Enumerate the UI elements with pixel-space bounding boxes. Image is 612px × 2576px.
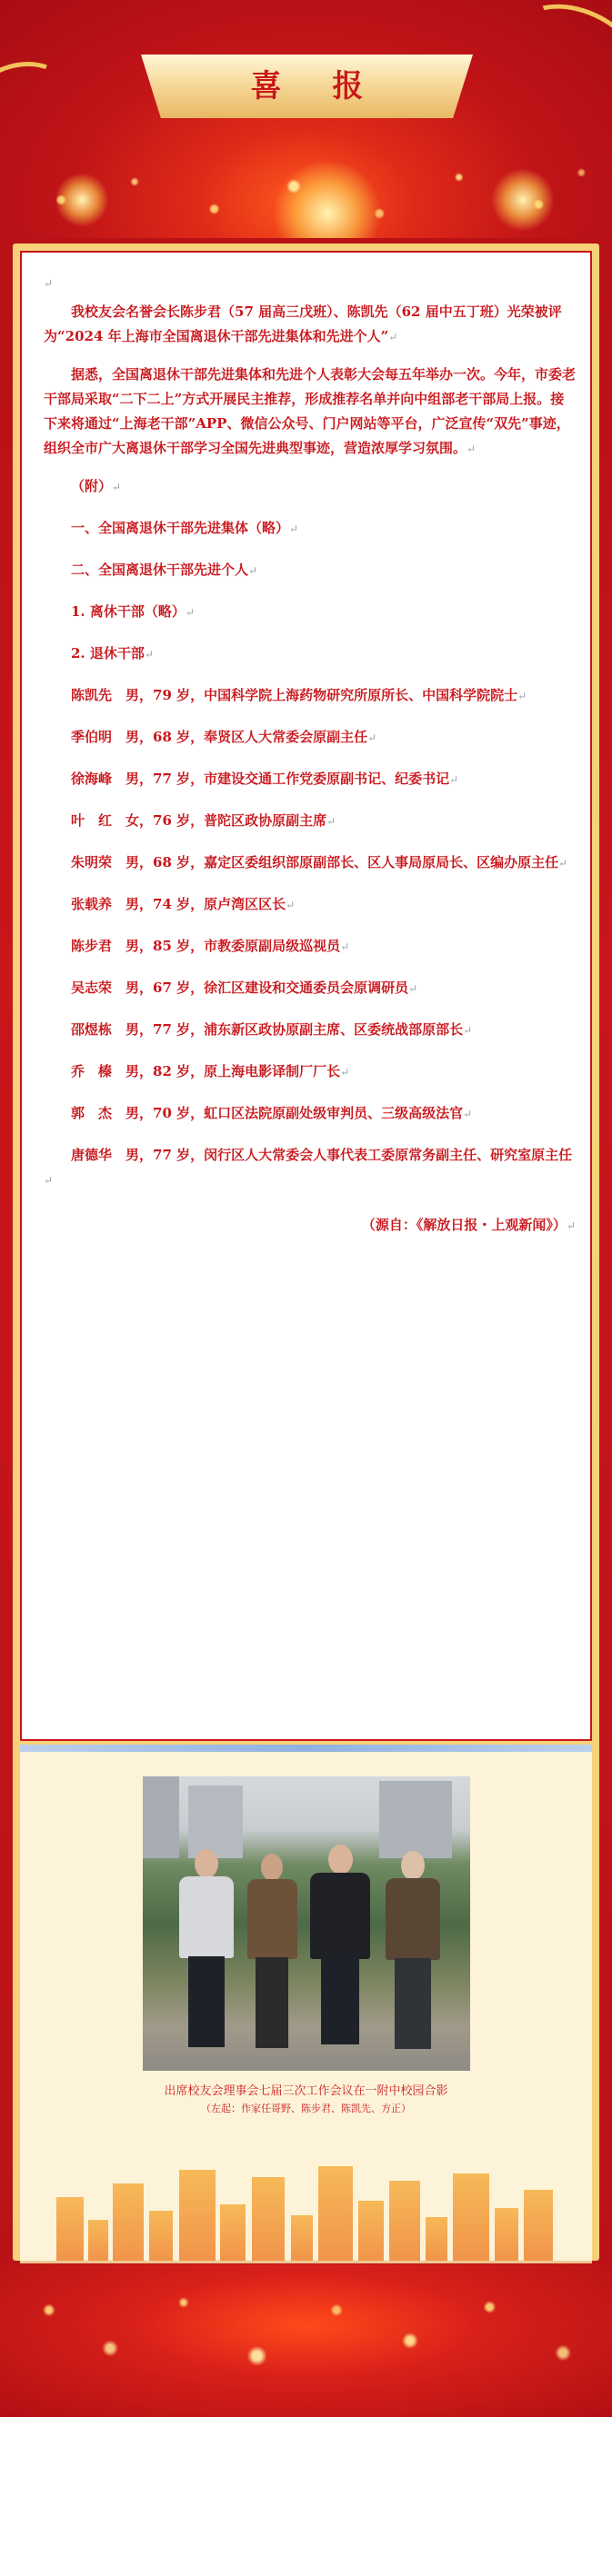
person-figure bbox=[381, 1851, 445, 2058]
footer-banner bbox=[0, 2264, 612, 2417]
header-bokeh bbox=[0, 145, 612, 236]
list-item: 陈凯先 男，79 岁，中国科学院上海药物研究所原所长、中国科学院院士↵ bbox=[71, 687, 527, 703]
list-item: 陈步君 男，85 岁，市教委原副局级巡视员↵ bbox=[71, 938, 350, 954]
page-title: 喜 报 bbox=[250, 68, 384, 104]
header-banner bbox=[0, 0, 612, 238]
city-skyline-decoration bbox=[20, 2163, 592, 2261]
list-item: 乔 榛 男，82 岁，原上海电影译制厂厂长↵ bbox=[71, 1063, 350, 1079]
list-item: 唐德华 男，77 岁，闵行区人大常委会人事代表工委原常务副主任、研究室原主任↵ bbox=[44, 1147, 573, 1187]
footer-bokeh bbox=[0, 2264, 612, 2417]
subsection-retired-cadre: 1. 离休干部（略）↵ bbox=[71, 603, 195, 620]
subsection-retiree-cadre: 2. 退休干部↵ bbox=[71, 645, 154, 661]
person-figure bbox=[306, 1845, 375, 2058]
list-item: 郭 杰 男，70 岁，虹口区法院原副处级审判员、三级高级法官↵ bbox=[71, 1105, 473, 1121]
list-item: 张载养 男，74 岁，原卢湾区区长↵ bbox=[71, 896, 296, 912]
article-body: ↵ 我校友会名誉会长陈步君（57 届高三戊班）、陈凯先（62 届中五丁班）光荣被评为“2024 年上海市全国离退休干部先进集体和先进个人”↵ 据悉，全国离退休干部先进集体和先进个人表彰大会每五年举办一次。今年，市委老干部局采取“二下二上”方式开展民主推荐，形成推荐名单并向中组部老干部局上报。接下来将通过“上海老干部”APP、微信公众号、门户网站等平台，广泛宣传“双先”事迹，组织全市广大离退休干部学习全国先进典型事迹，营造浓厚学习氛围。↵ （附）↵ 一、全国离退休干部先进集体（略）↵ 二、全国离退休干部先进个人↵ 1. 离休干部（略）↵ 2. 退休干部↵ 陈凯先 男，79 岁，中国科学院上海药物研究所原所长、中国科学院院士↵ 季伯明 男，68 岁，奉贤区人大常委会原副主任↵ 徐海峰 男，77 岁，市建设交通工作党委原副书记、纪委书记↵ 叶 红 女，76 岁，普陀区政协原副主席↵ 朱明荣 男，68 岁，嘉定区委组织部原副部长、区人事局原局长、区编办原主任↵ 张载养 男，74 岁，原卢湾区区长↵ 陈步君 男，85 岁，市教委原副局级巡视员↵ 吴志荣 男，67 岁，徐汇区建设和交通委员会原调研员↵ 邵煜栋 男，77 岁，浦东新区政协原副主席、区委统战部原部长↵ 乔 榛 男，82 岁，原上海电影译制厂厂长↵ 郭 杰 男，70 岁，虹口区法院原副处级审判员、三级高级法官↵ 唐德华 男，77 岁，闵行区人大常委会人事代表工委原常务副主任、研究室原主任↵ （源自：《解放日报・上观新闻》）↵ bbox=[44, 271, 576, 1238]
gold-swirl-left bbox=[0, 47, 84, 162]
photo-panel bbox=[20, 1745, 592, 2263]
gold-swirl-right bbox=[497, 0, 612, 124]
appendix-label: （附）↵ bbox=[71, 478, 122, 494]
list-item: 叶 红 女，76 岁，普陀区政协原副主席↵ bbox=[71, 812, 336, 829]
photo-caption-names: （左起：作家任哥野、陈步君、陈凯先、方正） bbox=[201, 2103, 411, 2114]
announcement-card bbox=[20, 251, 592, 1741]
source-credit: （源自：《解放日报・上观新闻》）↵ bbox=[361, 1217, 576, 1233]
person-figure bbox=[243, 1854, 302, 2058]
person-figure bbox=[175, 1849, 238, 2058]
photo-caption: 出席校友会理事会七届三次工作会议在一附中校园合影 bbox=[164, 2084, 448, 2098]
detail-paragraph: 据悉，全国离退休干部先进集体和先进个人表彰大会每五年举办一次。今年，市委老干部局采取“二下二上”方式开展民主推荐，形成推荐名单并向中组部老干部局上报。接下来将通过“上海老干部”APP、微信公众号、门户网站等平台，广泛宣传“双先”事迹，组织全市广大离退休干部学习全国先进典型事迹，营造浓厚学习氛围。↵ bbox=[44, 366, 577, 456]
list-item: 邵煜栋 男，77 岁，浦东新区政协原副主席、区委统战部原部长↵ bbox=[71, 1021, 473, 1038]
section-individual: 二、全国离退休干部先进个人↵ bbox=[71, 562, 258, 578]
list-item: 吴志荣 男，67 岁，徐汇区建设和交通委员会原调研员↵ bbox=[71, 980, 418, 996]
list-item: 季伯明 男，68 岁，奉贤区人大常委会原副主任↵ bbox=[71, 729, 377, 745]
section-collective: 一、全国离退休干部先进集体（略）↵ bbox=[71, 520, 299, 536]
group-photo bbox=[143, 1776, 470, 2071]
list-item: 朱明荣 男，68 岁，嘉定区委组织部原副部长、区人事局原局长、区编办原主任↵ bbox=[71, 854, 568, 870]
panel-divider bbox=[20, 1745, 592, 1752]
list-item: 徐海峰 男，77 岁，市建设交通工作党委原副书记、纪委书记↵ bbox=[71, 771, 459, 787]
intro-paragraph: 我校友会名誉会长陈步君（57 届高三戊班）、陈凯先（62 届中五丁班）光荣被评为“2024 年上海市全国离退休干部先进集体和先进个人”↵ bbox=[44, 303, 562, 344]
